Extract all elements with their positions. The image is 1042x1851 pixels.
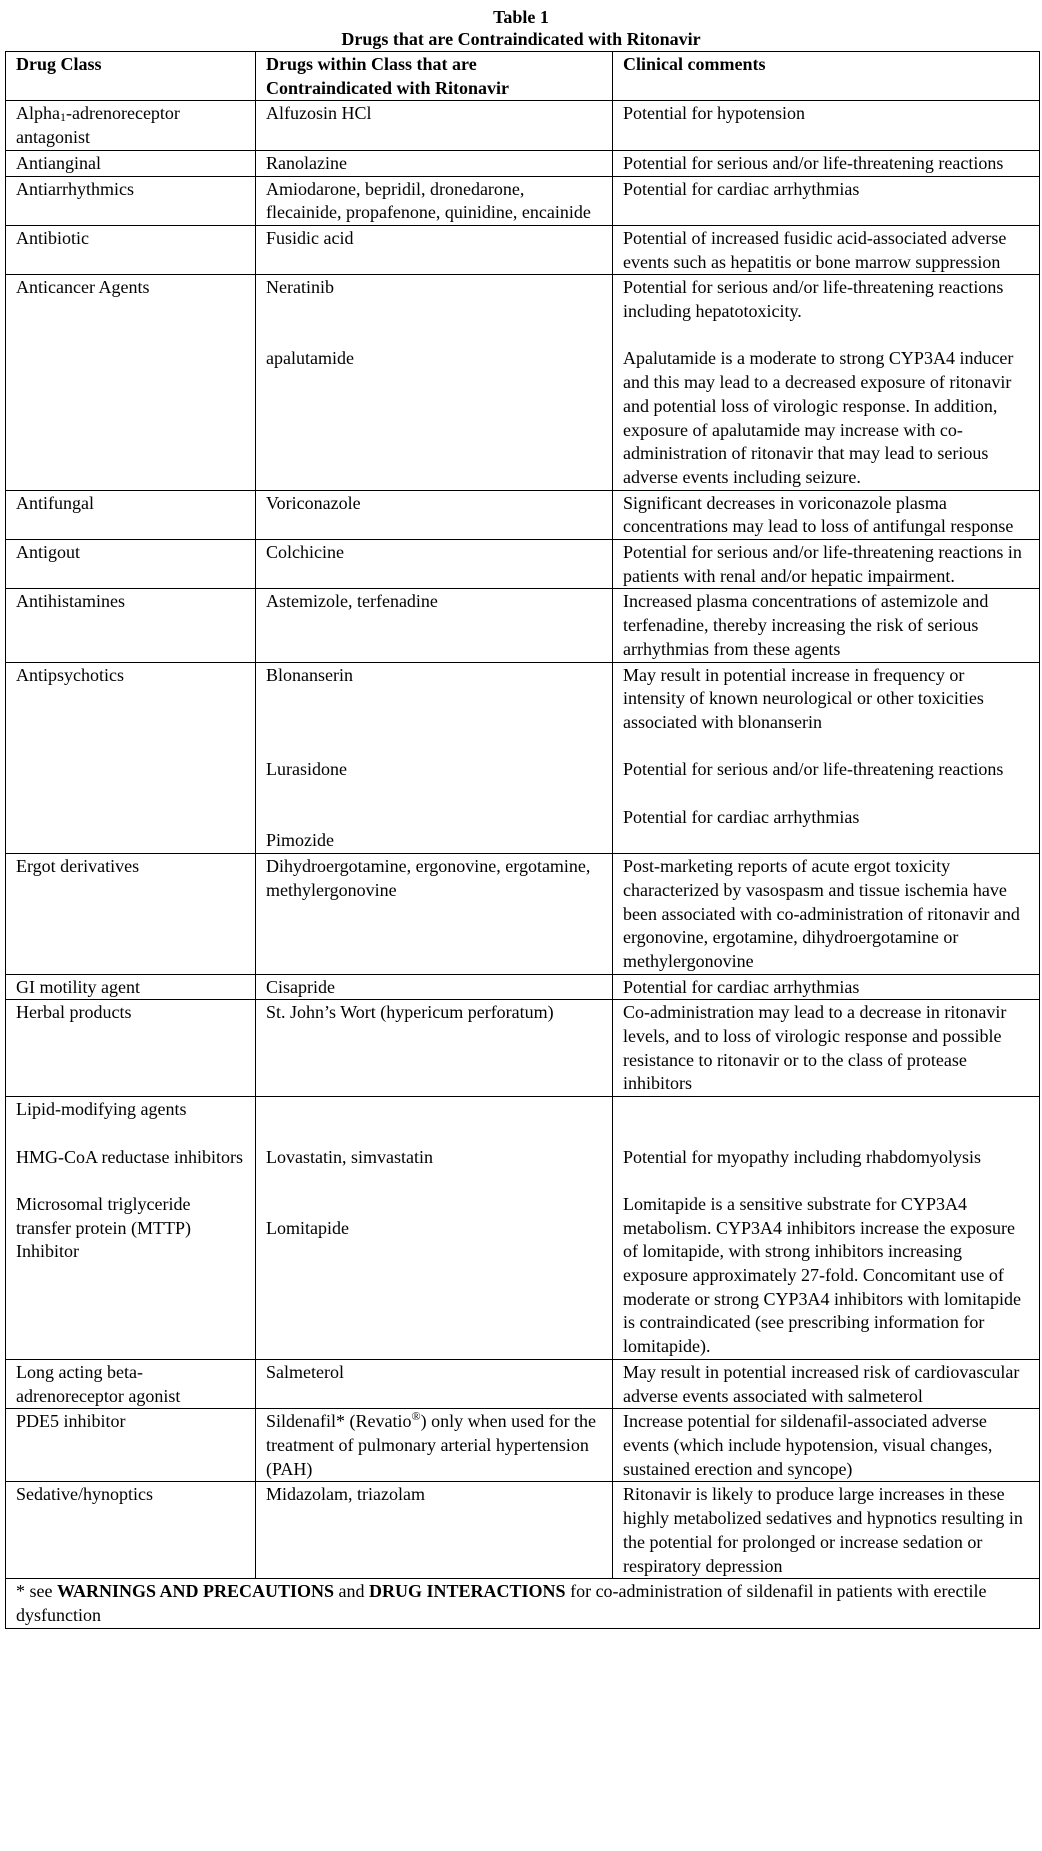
drug-text: Ranolazine	[266, 152, 347, 173]
comments-cell	[613, 1482, 1040, 1579]
drug-class-cell	[6, 974, 256, 1000]
drug-class-cell	[6, 1359, 256, 1408]
header-drugs: Drugs within Class that are Contraindicated with Ritonavir	[256, 52, 613, 101]
table-row	[6, 490, 1040, 539]
footnote-text: * see	[16, 1581, 57, 1602]
comment-text: Potential for cardiac arrhythmias	[623, 976, 860, 997]
table-row	[6, 101, 1040, 150]
spacer	[266, 782, 602, 829]
table-row	[6, 1000, 1040, 1097]
drug-text: Midazolam, triazolam	[266, 1484, 425, 1505]
comments-cell	[613, 1000, 1040, 1097]
table-subtitle: Drugs that are Contraindicated with Ritonavir	[341, 29, 701, 49]
drug-text: Salmeterol	[266, 1361, 344, 1382]
drug-text: Neratinib	[266, 277, 334, 298]
footnote-row	[6, 1579, 1040, 1628]
spacer	[266, 1098, 602, 1145]
comments-cell	[613, 974, 1040, 1000]
comments-cell	[613, 854, 1040, 975]
comment-text: Potential for cardiac arrhythmias	[623, 806, 860, 827]
drug-text: Colchicine	[266, 542, 344, 563]
comments-cell	[613, 490, 1040, 539]
drug-class-cell	[6, 150, 256, 176]
comments-cell	[613, 1409, 1040, 1482]
table-row	[6, 589, 1040, 662]
drugs-cell	[256, 974, 613, 1000]
drug-text: Astemizole, terfenadine	[266, 591, 438, 612]
comments-cell	[613, 1097, 1040, 1360]
table-row	[6, 225, 1040, 274]
comment-text: Lomitapide is a sensitive substrate for CYP3A4 metabolism. CYP3A4 inhibitors increase the exposure of lomitapide, with strong inhibitors increasing exposure approximately 27-fold. Concomitant use of moderate or strong CYP3A4 inhibitors with lomitapide is contraindicated (see prescribing information for lomitapide).	[623, 1193, 1021, 1357]
comment-text: Potential for serious and/or life-threatening reactions in patients with renal and/or hepatic impairment.	[623, 542, 1022, 586]
drug-class-cell	[6, 854, 256, 975]
drug-class-text: Anticancer Agents	[16, 277, 150, 298]
comment-text: Potential for cardiac arrhythmias	[623, 178, 860, 199]
registered-mark: ®	[411, 1409, 421, 1424]
footnote-cell	[6, 1579, 1040, 1628]
drug-class-text: Antigout	[16, 542, 81, 563]
drug-text: Voriconazole	[266, 492, 361, 513]
table-row	[6, 974, 1040, 1000]
drug-text: Dihydroergotamine, ergonovine, ergotamine, methylergonovine	[266, 856, 591, 900]
comments-cell	[613, 589, 1040, 662]
drug-class-text: HMG-CoA reductase inhibitors	[16, 1146, 243, 1167]
drug-class-text: Herbal products	[16, 1002, 132, 1023]
comments-cell	[613, 540, 1040, 589]
drugs-cell	[256, 662, 613, 854]
comments-cell	[613, 662, 1040, 854]
drug-text: apalutamide	[266, 348, 354, 369]
drug-text: Lurasidone	[266, 759, 347, 780]
contraindicated-drugs-table	[5, 51, 1040, 1629]
drug-text: Sildenafil* (Revatio	[266, 1411, 412, 1432]
drugs-cell	[256, 490, 613, 539]
comment-text: May result in potential increase in frequency or intensity of known neurological or other toxicities associated with blonanserin	[623, 664, 984, 732]
drug-class-cell	[6, 1482, 256, 1579]
drug-class-cell	[6, 662, 256, 854]
drugs-cell	[256, 1097, 613, 1360]
drug-class-text: -adrenoreceptor antagonist	[16, 103, 180, 148]
comments-cell	[613, 275, 1040, 490]
drugs-cell	[256, 1359, 613, 1408]
drug-class-cell	[6, 225, 256, 274]
table-row	[6, 1097, 1040, 1360]
drug-class-text: Antiarrhythmics	[16, 178, 134, 199]
drug-text: Lomitapide	[266, 1217, 349, 1238]
comment-text: Increased plasma concentrations of astemizole and terfenadine, thereby increasing the risk of serious arrhythmias from these agents	[623, 591, 989, 659]
drug-class-cell	[6, 1409, 256, 1482]
drug-text: Fusidic acid	[266, 227, 354, 248]
table-row	[6, 854, 1040, 975]
comment-text: Co-administration may lead to a decrease in ritonavir levels, and to loss of virologic response and possible resistance to ritonavir or to the class of protease inhibitors	[623, 1002, 1007, 1094]
drugs-cell	[256, 540, 613, 589]
table-row	[6, 1409, 1040, 1482]
table-title: Table 1	[493, 7, 549, 27]
drugs-cell	[256, 854, 613, 975]
drug-class-cell	[6, 540, 256, 589]
table-row	[6, 150, 1040, 176]
table-row	[6, 275, 1040, 490]
drug-text: Cisapride	[266, 976, 335, 997]
footnote-section-reference: WARNINGS AND PRECAUTIONS	[56, 1581, 335, 1602]
drug-class-cell	[6, 490, 256, 539]
footnote-text: and	[334, 1581, 370, 1602]
drug-class-cell	[6, 275, 256, 490]
comment-text: Potential of increased fusidic acid-associated adverse events such as hepatitis or bone marrow suppression	[623, 227, 1007, 272]
drug-class-subscript: 1	[60, 110, 66, 125]
drug-class-cell	[6, 1000, 256, 1097]
footnote-text: for co-administration of sildenafil in patients with erectile dysfunction	[16, 1581, 987, 1625]
spacer	[266, 300, 602, 347]
table-row	[6, 662, 1040, 854]
table-row	[6, 540, 1040, 589]
drug-text: Pimozide	[266, 830, 334, 851]
drug-class-text: Microsomal triglyceride transfer protein (MTTP) Inhibitor	[16, 1193, 191, 1262]
comment-text: Increase potential for sildenafil-associated adverse events (which include hypotension, visual changes, sustained erection and syncope)	[623, 1411, 993, 1479]
drug-class-cell	[6, 589, 256, 662]
drugs-cell	[256, 1409, 613, 1482]
comment-text: Potential for hypotension	[623, 103, 805, 124]
drugs-cell	[256, 589, 613, 662]
comment-text: Significant decreases in voriconazole plasma concentrations may lead to loss of antifungal response	[623, 492, 1014, 537]
drug-class-cell	[6, 101, 256, 150]
comments-cell	[613, 101, 1040, 150]
drug-text: Lovastatin, simvastatin	[266, 1146, 433, 1167]
drugs-cell	[256, 1000, 613, 1097]
header-clinical-comments: Clinical comments	[613, 52, 1040, 101]
drugs-cell	[256, 176, 613, 225]
drug-class-text: Ergot derivatives	[16, 856, 140, 877]
comment-text: Potential for serious and/or life-threatening reactions	[623, 759, 1004, 780]
comment-text: Apalutamide is a moderate to strong CYP3A4 inducer and this may lead to a decreased exposure of ritonavir and potential loss of virologic response. In addition, exposure of apalutamide may increase with co-administration of ritonavir that may lead to serious adverse events including seizure.	[623, 348, 1014, 487]
drug-class-text: Antianginal	[16, 152, 101, 173]
drug-class-text: GI motility agent	[16, 976, 140, 997]
drug-class-text: Sedative/hynoptics	[16, 1484, 153, 1505]
drug-class-text: Lipid-modifying agents	[16, 1099, 187, 1120]
comments-cell	[613, 225, 1040, 274]
drugs-cell	[256, 1482, 613, 1579]
drug-class-text: Antipsychotics	[16, 664, 124, 685]
comments-cell	[613, 150, 1040, 176]
table-row	[6, 1359, 1040, 1408]
drug-class-cell	[6, 176, 256, 225]
drug-text: Amiodarone, bepridil, dronedarone, flecainide, propafenone, quinidine, encainide	[266, 178, 591, 223]
comment-text: May result in potential increased risk of cardiovascular adverse events associated with salmeterol	[623, 1361, 1020, 1406]
spacer	[623, 1098, 1029, 1145]
drug-class-cell	[6, 1097, 256, 1360]
comment-text: Potential for serious and/or life-threatening reactions including hepatotoxicity.	[623, 277, 1004, 322]
table-header-row	[6, 52, 1040, 101]
drug-text: Alfuzosin HCl	[266, 103, 372, 124]
drug-class-text: Antihistamines	[16, 591, 125, 612]
comments-cell	[613, 176, 1040, 225]
comment-text: Post-marketing reports of acute ergot toxicity characterized by vasospasm and tissue ischemia have been associated with co-administration of ritonavir and ergonovine, ergotamine, dihydroergotamine or methylergonovine	[623, 856, 1020, 971]
drug-text: St. John’s Wort (hypericum perforatum)	[266, 1002, 554, 1023]
spacer	[266, 1169, 602, 1216]
comment-text: Potential for serious and/or life-threatening reactions	[623, 152, 1004, 173]
table-caption	[0, 6, 1042, 50]
drug-class-text: Alpha	[16, 103, 60, 124]
comment-text: Ritonavir is likely to produce large increases in these highly metabolized sedatives and hypnotics resulting in the potential for prolonged or increase sedation or respiratory depression	[623, 1484, 1023, 1576]
comments-cell	[613, 1359, 1040, 1408]
drug-class-text: Antibiotic	[16, 227, 89, 248]
drug-text: ) only when used for the treatment of pulmonary arterial hypertension (PAH)	[266, 1411, 597, 1479]
drugs-cell	[256, 101, 613, 150]
drug-text: Blonanserin	[266, 664, 353, 685]
drugs-cell	[256, 150, 613, 176]
footnote-section-reference: DRUG INTERACTIONS	[369, 1581, 566, 1602]
drug-class-text: PDE5 inhibitor	[16, 1411, 126, 1432]
table-row	[6, 1482, 1040, 1579]
drugs-cell	[256, 225, 613, 274]
comment-text: Potential for myopathy including rhabdomyolysis	[623, 1146, 981, 1167]
drug-class-text: Long acting beta-adrenoreceptor agonist	[16, 1361, 181, 1406]
spacer	[266, 687, 602, 758]
table-row	[6, 176, 1040, 225]
drug-class-text: Antifungal	[16, 492, 94, 513]
header-drug-class: Drug Class	[6, 52, 256, 101]
drugs-cell	[256, 275, 613, 490]
